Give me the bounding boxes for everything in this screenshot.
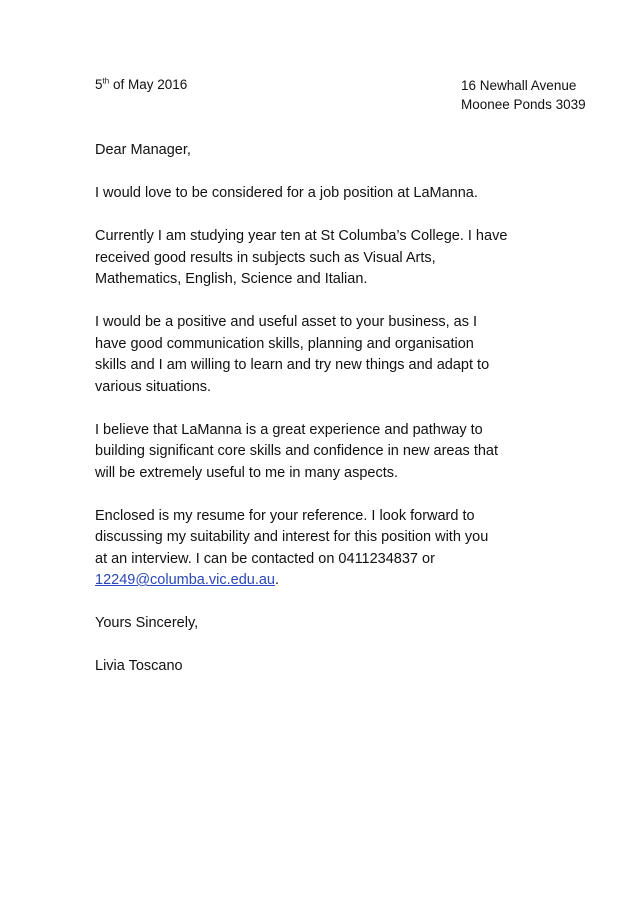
paragraph-line: Currently I am studying year ten at St Columba’s College. I have xyxy=(95,228,508,244)
paragraph-line: discussing my suitability and interest for this position with you xyxy=(95,529,489,545)
email-link[interactable]: 12249@columba.vic.edu.au xyxy=(95,572,275,588)
paragraph-line: I would be a positive and useful asset to your business, as I xyxy=(95,314,478,330)
paragraph-2 xyxy=(95,226,565,291)
address-line-2: Moonee Ponds 3039 xyxy=(461,97,586,112)
paragraph-line: will be extremely useful to me in many aspects. xyxy=(95,464,399,481)
paragraph-3 xyxy=(95,312,565,398)
email-trailing-punctuation: . xyxy=(274,572,280,588)
date-rest: of May 2016 xyxy=(109,77,188,92)
letter-body xyxy=(95,140,565,699)
paragraph-line: at an interview. I can be contacted on 0411234837 or xyxy=(95,550,435,567)
address-line-1: 16 Newhall Avenue xyxy=(461,78,577,93)
paragraph-line: I would love to be considered for a job position at LaManna. xyxy=(95,185,478,201)
paragraph-line: building significant core skills and confidence in new areas that xyxy=(95,443,499,459)
paragraph-5 xyxy=(95,506,565,592)
signature: Livia Toscano xyxy=(95,658,183,674)
paragraph-line: Mathematics, English, Science and Italian. xyxy=(95,271,368,287)
paragraph-line: various situations. xyxy=(95,378,212,395)
paragraph-line: received good results in subjects such as Visual Arts, xyxy=(95,249,436,266)
paragraph-1 xyxy=(95,183,565,205)
paragraph-line: I believe that LaManna is a great experience and pathway to xyxy=(95,421,483,438)
salutation: Dear Manager, xyxy=(95,142,191,158)
paragraph-line: skills and I am willing to learn and try new things and adapt to xyxy=(95,357,490,373)
paragraph-line: have good communication skills, planning and organisation xyxy=(95,335,474,352)
date-day: 5 xyxy=(95,77,103,92)
paragraph-4 xyxy=(95,420,565,485)
letter-date xyxy=(95,76,187,94)
date-suffix: th xyxy=(102,76,110,86)
closing: Yours Sincerely, xyxy=(95,615,199,631)
email-line xyxy=(95,570,565,592)
paragraph-line: Enclosed is my resume for your reference. I look forward to xyxy=(95,507,475,524)
sender-address xyxy=(461,76,586,114)
